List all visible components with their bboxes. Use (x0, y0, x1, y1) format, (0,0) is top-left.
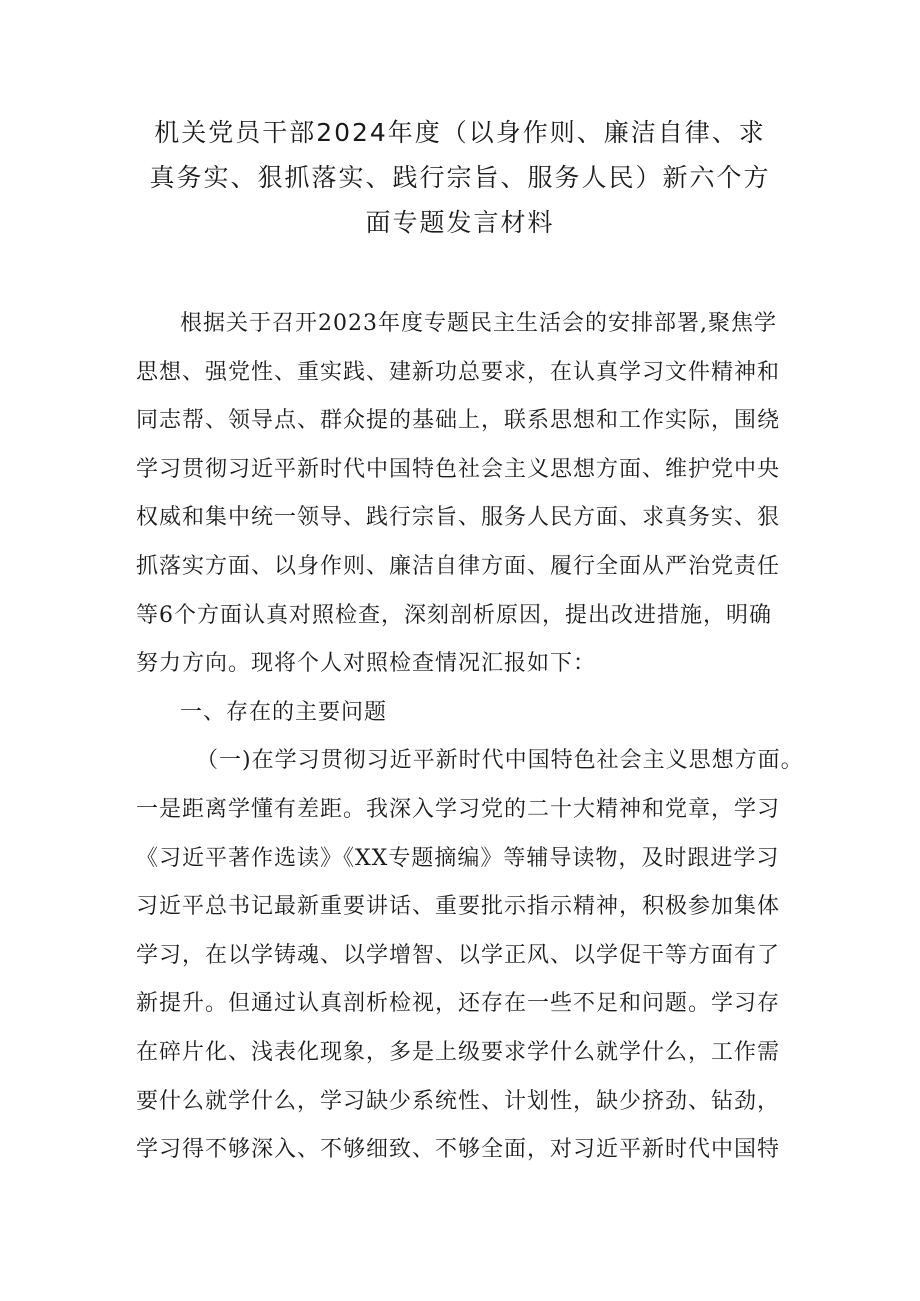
subsection-line: 在碎片化、浅表化现象，多是上级要求学什么就学什么，工作需 (136, 1039, 781, 1065)
document-title (120, 110, 800, 245)
intro-line: 学习贯彻习近平新时代中国特色社会主义思想方面、维护党中央 (136, 456, 781, 482)
intro-line: 思想、强党性、重实践、建新功总要求，在认真学习文件精神和 (136, 359, 781, 385)
title-line: 真务实、狠抓落实、践行宗旨、服务人民）新六个方 (149, 163, 771, 192)
subsection-line: 学习得不够深入、不够细致、不够全面，对习近平新时代中国特 (136, 1137, 781, 1163)
intro-line: 根据关于召开2023年度专题民主生活会的安排部署,聚焦学 (180, 311, 777, 336)
section-heading: 一、存在的主要问题 (180, 699, 388, 725)
intro-line: 权威和集中统一领导、践行宗旨、服务人民方面、求真务实、狠 (136, 505, 781, 531)
subsection-line: 习近平总书记最新重要讲话、重要批示指示精神，积极参加集体 (136, 894, 781, 920)
title-line: 面专题发言材料 (365, 208, 555, 237)
subsection-line: 新提升。但通过认真剖析检视，还存在一些不足和问题。学习存 (136, 991, 781, 1017)
document-body (136, 300, 804, 1175)
title-line: 机关党员干部2024年度（以身作则、廉洁自律、求 (154, 118, 766, 147)
subsection-line: 学习，在以学铸魂、以学增智、以学正风、以学促干等方面有了 (136, 942, 781, 968)
subsection-line: 《习近平著作选读》《XX专题摘编》等辅导读物，及时跟进学习 (136, 845, 780, 871)
subsection-line: 一是距离学懂有差距。我深入学习党的二十大精神和党章，学习 (136, 796, 781, 822)
intro-line: 同志帮、领导点、群众提的基础上，联系思想和工作实际，围绕 (136, 408, 781, 434)
subsection-line: （一)在学习贯彻习近平新时代中国特色社会主义思想方面。 (196, 748, 804, 774)
intro-line: 等6个方面认真对照检查，深刻剖析原因，提出改进措施，明确 (136, 602, 772, 628)
intro-line: 抓落实方面、以身作则、廉洁自律方面、履行全面从严治党责任 (136, 553, 781, 579)
subsection-line: 要什么就学什么，学习缺少系统性、计划性，缺少挤劲、钻劲， (136, 1088, 781, 1114)
intro-line: 努力方向。现将个人对照检查情况汇报如下： (136, 651, 597, 677)
